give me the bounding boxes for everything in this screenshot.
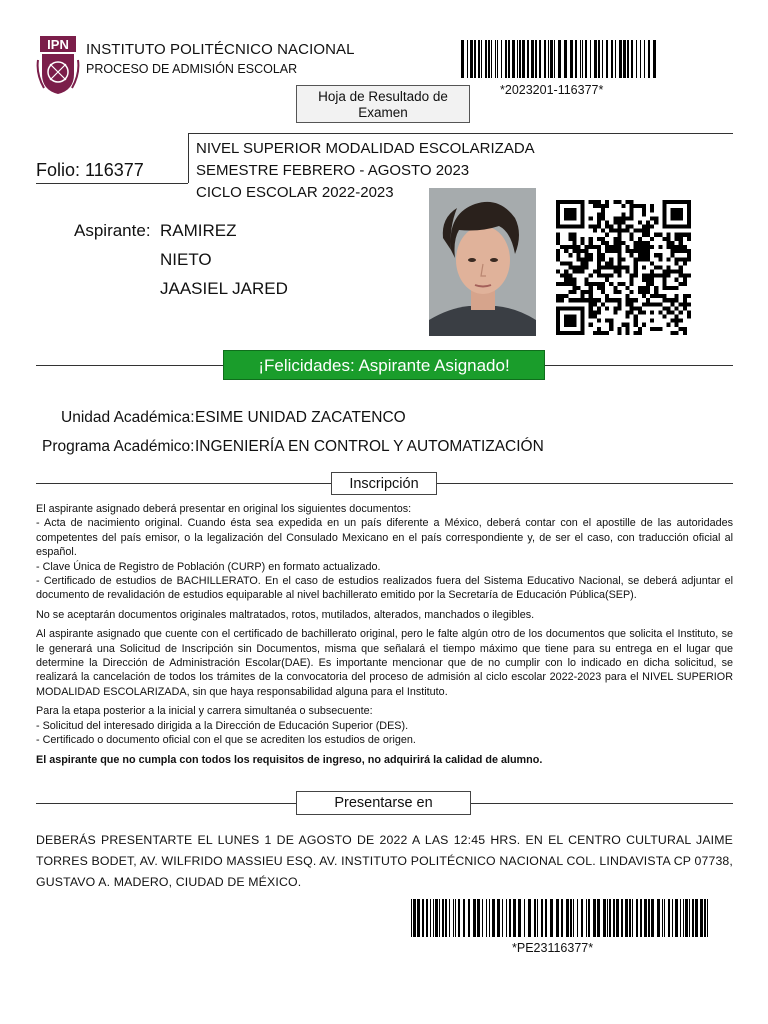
applicant-surname-2: NIETO <box>160 250 212 269</box>
academic-program-label: Programa Académico: <box>42 438 195 455</box>
level-line-3: CICLO ESCOLAR 2022-2023 <box>196 184 394 201</box>
inscription-highschool-certificate: - Certificado de estudios de BACHILLERATO. En el caso de estudios realizados fuera del Sistema Educativo Nacional, se deberá adjuntar el documento de revalidación de estudios equiparable al nivel bachillerato emitido por la Secretaría de Educación Pública(SEP). <box>36 575 733 602</box>
later-stage-intro: Para la etapa posterior a la inicial y carrera simultanéa o subsecuente: <box>36 705 373 718</box>
sheet-title-line1: Hoja de Resultado de <box>318 89 448 104</box>
inscription-intro: El aspirante asignado deberá presentar en original los siguientes documentos: <box>36 503 412 515</box>
process-name: PROCESO DE ADMISIÓN ESCOLAR <box>86 62 298 76</box>
academic-program-value: INGENIERÍA EN CONTROL Y AUTOMATIZACIÓN <box>195 438 544 455</box>
inscription-birth-certificate: - Acta de nacimiento original. Cuando ésta sea expedida en un país diferente a México, deberá contar con el apostille de las autoridades competentes del país emisor, o la legalización del Consulado Mexicano en el país correspondiente y, de ser el caso, con traducción oficial al español. <box>36 517 733 559</box>
sheet-title <box>296 85 470 123</box>
institution-name: INSTITUTO POLITÉCNICO NACIONAL <box>86 41 355 58</box>
presentation-details: DEBERÁS PRESENTARTE EL LUNES 1 DE AGOSTO DE 2022 A LAS 12:45 HRS. EN EL CENTRO CULTURAL JAIME TORRES BODET, AV. WILFRIDO MASSIEU ESQ. AV. INSTITUTO POLITÉCNICO NACIONAL COL. LINDAVISTA CP 07738, GUSTAVO A. MADERO, CIUDAD DE MÉXICO. <box>36 833 733 889</box>
level-line-1: NIVEL SUPERIOR MODALIDAD ESCOLARIZADA <box>196 140 535 157</box>
level-line-2: SEMESTRE FEBRERO - AGOSTO 2023 <box>196 162 470 179</box>
barcode-top <box>461 40 657 78</box>
applicant-label: Aspirante: <box>74 221 151 240</box>
folio-number: Folio: 116377 <box>36 160 144 180</box>
inscription-later-stage <box>36 704 733 747</box>
applicant-surname-1: RAMIREZ <box>160 221 237 240</box>
later-stage-request: - Solicitud del interesado dirigida a la Dirección de Educación Superior (DES). <box>36 719 409 732</box>
inscription-body <box>36 502 733 772</box>
inscription-curp: - Clave Única de Registro de Población (CURP) en formato actualizado. <box>36 560 381 573</box>
logo-lettering: IPN <box>47 37 69 52</box>
barcode-top-label: *2023201-116377* <box>500 83 604 97</box>
qr-code <box>556 200 691 335</box>
applicant-given-names: JAASIEL JARED <box>160 279 288 298</box>
presentation-heading: Presentarse en <box>296 791 471 815</box>
inscription-documents <box>36 502 733 603</box>
inscription-heading: Inscripción <box>331 472 437 495</box>
inscription-missing-docs-note: Al aspirante asignado que cuente con el certificado de bachillerato original, pero le falte algún otro de los documentos que solicita el Instituto, se le generará una Solicitud de Inscripción sin Documentos, misma que señalará el tiempo máximo que tiene para su entrega en el lugar que determine la Dirección de Administración Escolar(DAE). Es importante mencionar que de no cumplir con lo indicado en dicha solicitud, se realizará la cancelación de todos los trámites de la convocatoria del proceso de admisión al ciclo escolar 2022-2023 para el NIVEL SUPERIOR MODALIDAD ESCOLARIZADA, sin que haya responsabilidad alguna para el Instituto. <box>36 628 733 698</box>
inscription-condition-note: No se aceptarán documentos originales maltratados, rotos, mutilados, alterados, manchados o ilegibles. <box>36 608 535 621</box>
academic-unit-value: ESIME UNIDAD ZACATENCO <box>195 409 406 426</box>
status-banner: ¡Felicidades: Aspirante Asignado! <box>223 350 545 380</box>
barcode-bottom <box>411 899 709 937</box>
academic-unit-label: Unidad Académica: <box>61 409 195 426</box>
ipn-logo <box>36 34 80 96</box>
later-stage-certificate: - Certificado o documento oficial con el que se acrediten los estudios de origen. <box>36 734 416 747</box>
applicant-photo <box>429 188 536 336</box>
barcode-bottom-label: *PE23116377* <box>512 941 594 955</box>
folio-underline <box>36 183 188 184</box>
sheet-title-line2: Examen <box>358 105 408 120</box>
inscription-warning: El aspirante que no cumpla con todos los requisitos de ingreso, no adquirirá la calidad de alumno. <box>36 753 543 766</box>
